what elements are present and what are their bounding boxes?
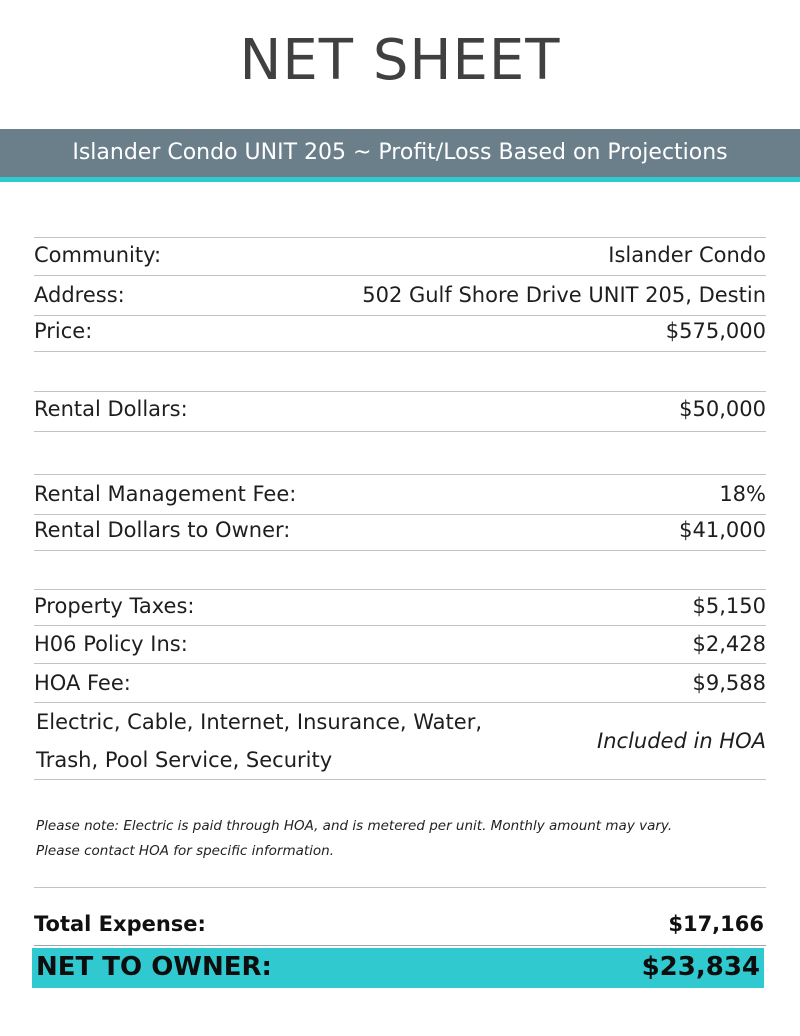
- hoa-label: HOA Fee:: [34, 671, 131, 695]
- note-line2: Please contact HOA for specific information.: [36, 843, 335, 859]
- net-to-owner-label: NET TO OWNER:: [36, 952, 272, 982]
- price-label: Price:: [34, 319, 93, 343]
- divider: [34, 315, 766, 316]
- divider: [34, 779, 766, 780]
- divider: [34, 237, 766, 238]
- net-to-owner-value: $23,834: [641, 952, 760, 982]
- divider: [34, 391, 766, 392]
- mgmt-fee-value: 18%: [719, 482, 766, 506]
- community-label: Community:: [34, 243, 162, 267]
- divider: [34, 514, 766, 515]
- h06-label: H06 Policy Ins:: [34, 632, 188, 656]
- rental-dollars-value: $50,000: [679, 397, 766, 421]
- divider: [34, 474, 766, 475]
- disclaimer-note: [36, 814, 766, 864]
- rental-dollars-label: Rental Dollars:: [34, 397, 188, 421]
- divider: [34, 887, 766, 888]
- banner-accent-stripe: [0, 177, 800, 182]
- utilities-label-line1: Electric, Cable, Internet, Insurance, Water,: [36, 710, 483, 734]
- community-value: Islander Condo: [608, 243, 766, 267]
- total-expense-label: Total Expense:: [34, 912, 206, 936]
- to-owner-label: Rental Dollars to Owner:: [34, 518, 291, 542]
- address-label: Address:: [34, 283, 125, 307]
- divider: [34, 351, 766, 352]
- price-value: $575,000: [665, 319, 766, 343]
- mgmt-fee-label: Rental Management Fee:: [34, 482, 297, 506]
- utilities-value: Included in HOA: [597, 729, 766, 753]
- page-title: NET SHEET: [239, 28, 561, 93]
- note-line1: Please note: Electric is paid through HOA, and is metered per unit. Monthly amount may vary.: [36, 818, 673, 834]
- hoa-value: $9,588: [692, 671, 766, 695]
- divider: [34, 945, 766, 946]
- address-value: 502 Gulf Shore Drive UNIT 205, Destin: [362, 283, 766, 307]
- net-to-owner-bar: [32, 948, 764, 988]
- header-banner: Islander Condo UNIT 205 ~ Profit/Loss Based on Projections: [0, 129, 800, 177]
- divider: [34, 550, 766, 551]
- divider: [34, 275, 766, 276]
- taxes-label: Property Taxes:: [34, 594, 195, 618]
- utilities-label: [36, 703, 556, 779]
- divider: [34, 431, 766, 432]
- divider: [34, 663, 766, 664]
- divider: [34, 589, 766, 590]
- to-owner-value: $41,000: [679, 518, 766, 542]
- utilities-label-line2: Trash, Pool Service, Security: [36, 748, 333, 772]
- divider: [34, 625, 766, 626]
- taxes-value: $5,150: [692, 594, 766, 618]
- total-expense-value: $17,166: [668, 912, 764, 936]
- h06-value: $2,428: [692, 632, 766, 656]
